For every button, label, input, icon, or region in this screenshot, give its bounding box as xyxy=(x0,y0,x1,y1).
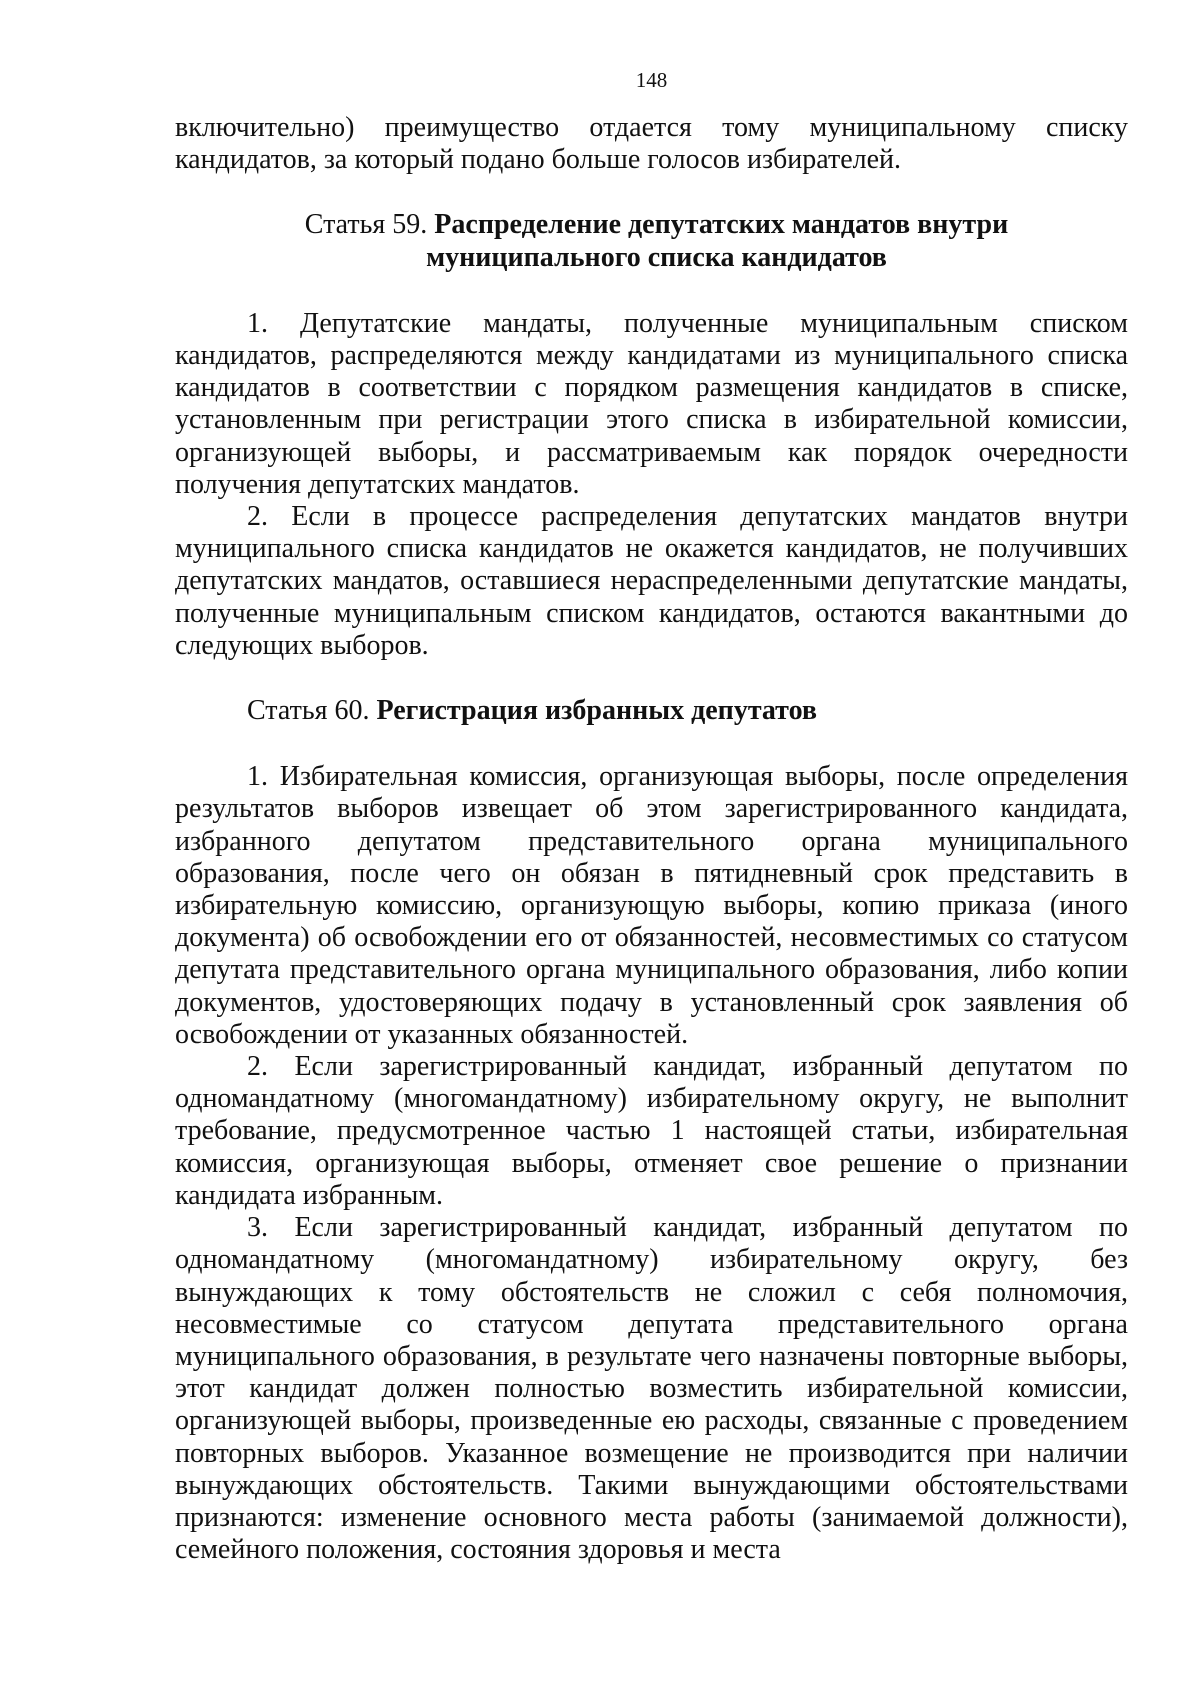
article-59-paragraph-2: 2. Если в процессе распределения депутатских мандатов внутри муниципального списка кандидатов не окажется кандидатов, не получивших депутатских мандатов, оставшиеся нераспределенными депутатские мандаты, полученные муниципальным списком кандидатов, остаются вакантными до следующих выборов. xyxy=(175,501,1128,661)
article-59-title-line2: муниципального списка кандидатов xyxy=(426,241,887,273)
article-59-heading xyxy=(175,209,1128,273)
article-60-number: Статья 60. xyxy=(247,695,370,727)
article-59-heading-line1 xyxy=(185,209,1128,241)
page-number: 148 xyxy=(635,68,668,92)
article-60-title: Регистрация избранных депутатов xyxy=(376,695,817,727)
article-60-paragraph-3: 3. Если зарегистрированный кандидат, избранный депутатом по одномандатному (многомандатному) избирательному округу, без вынуждающих к тому обстоятельств не сложил с себя полномочия, несовместимые со статусом депутата представительного органа муниципального образования, в результате чего назначены повторные выборы, этот кандидат должен полностью возместить избирательной комиссии, организующей выборы, произведенные ею расходы, связанные с проведением повторных выборов. Указанное возмещение не производится при наличии вынуждающих обстоятельств. Такими вынуждающими обстоятельствами признаются: изменение основного места работы (занимаемой должности), семейного положения, состояния здоровья и места xyxy=(175,1212,1128,1566)
article-59-paragraph-1: 1. Депутатские мандаты, полученные муниципальным списком кандидатов, распределяются между кандидатами из муниципального списка кандидатов в соответствии с порядком размещения кандидатов в списке, установленным при регистрации этого списка в избирательной комиссии, организующей выборы, и рассматриваемым как порядок очередности получения депутатских мандатов. xyxy=(175,307,1128,500)
article-60-paragraph-2: 2. Если зарегистрированный кандидат, избранный депутатом по одномандатному (многомандатному) избирательному округу, не выполнит требование, предусмотренное частью 1 настоящей статьи, избирательная комиссия, организующая выборы, отменяет свое решение о признании кандидата избранным. xyxy=(175,1051,1128,1211)
article-60-heading xyxy=(175,695,1128,727)
document-page xyxy=(175,68,1128,1566)
article-59-number: Статья 59. xyxy=(304,209,428,241)
article-60-paragraph-1: 1. Избирательная комиссия, организующая выборы, после определения результатов выборов извещает об этом зарегистрированного кандидата, избранного депутатом представительного органа муниципального образования, после чего он обязан в пятидневный срок представить в избирательную комиссию, организующую выборы, копию приказа (иного документа) об освобождении его от обязанностей, несовместимых со статусом депутата представительного органа муниципального образования, либо копии документов, удостоверяющих подачу в установленный срок заявления об освобождении от указанных обязанностей. xyxy=(175,761,1128,1050)
article-59-title-line1: Распределение депутатских мандатов внутри xyxy=(434,209,1009,241)
continuation-paragraph: включительно) преимущество отдается тому муниципальному списку кандидатов, за который подано больше голосов избирателей. xyxy=(175,112,1128,176)
